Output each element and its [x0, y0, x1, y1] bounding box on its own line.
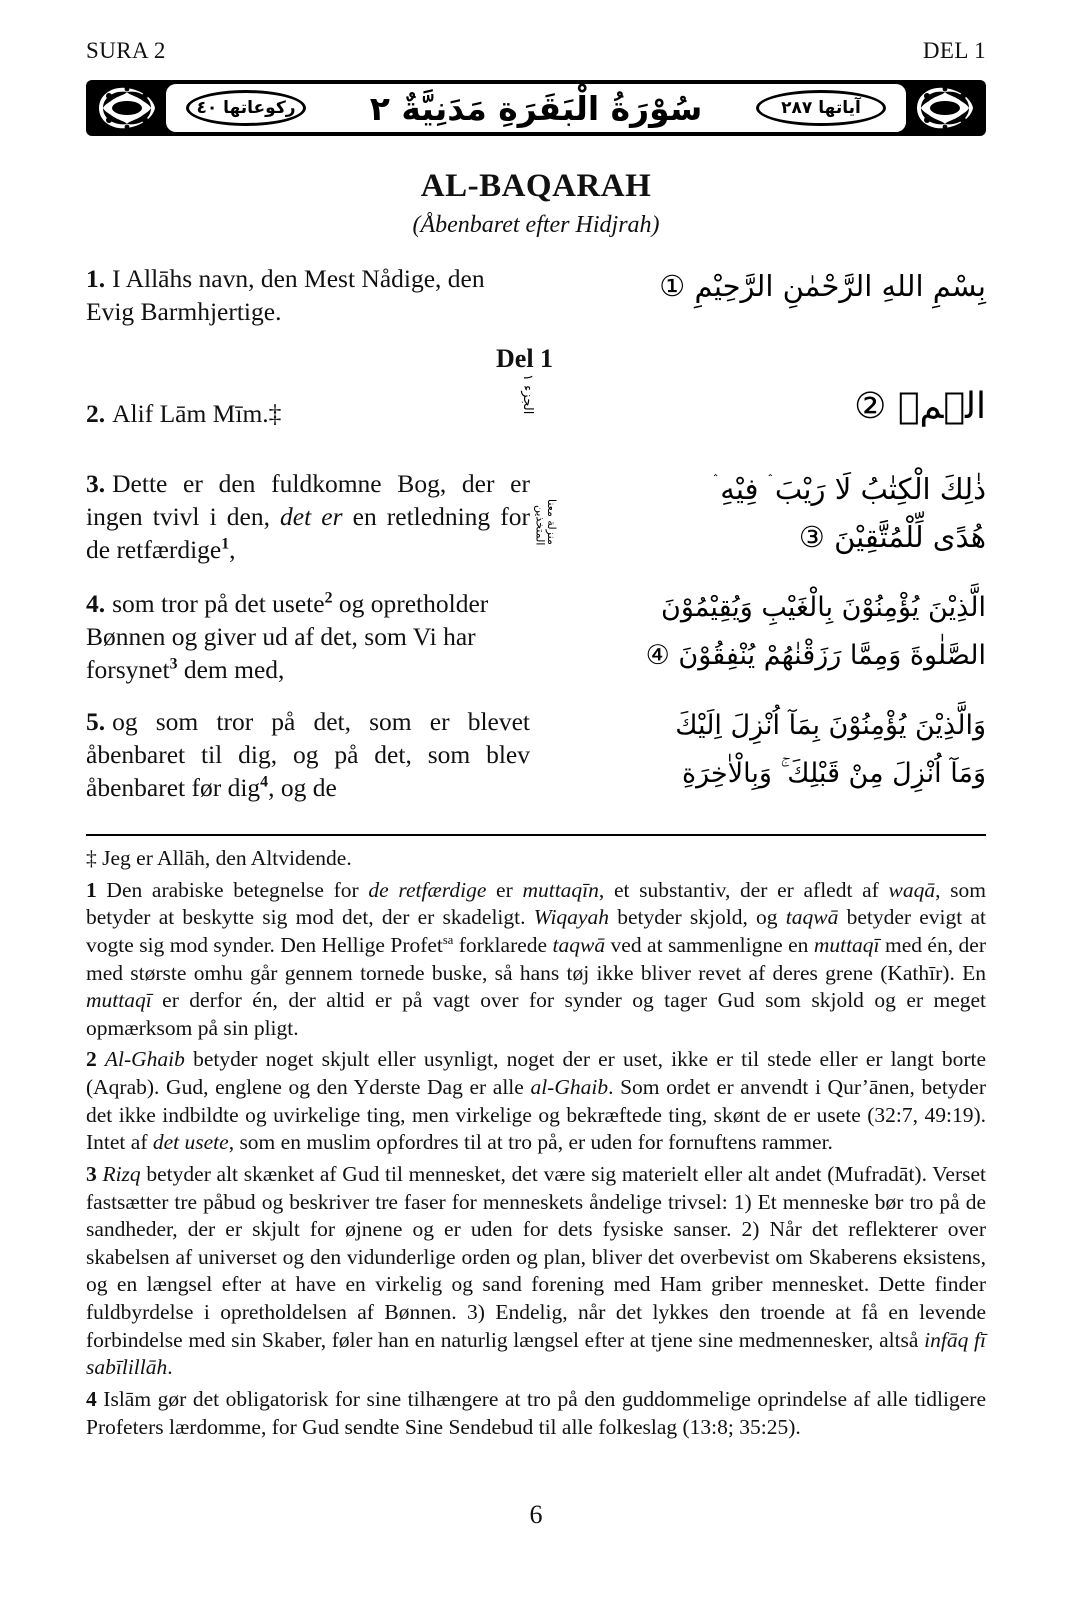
- verse-number: 4.: [86, 589, 106, 618]
- running-head: [86, 38, 986, 64]
- band-ruku-count: ركوعاتها ٤٠: [186, 90, 306, 126]
- verse-number: 2.: [86, 399, 106, 428]
- running-head-right: DEL 1: [922, 38, 986, 63]
- footnote-block: [86, 845, 986, 1445]
- verse-arabic: بِسْمِ اللهِ الرَّحْمٰنِ الرَّحِيْمِ ①: [659, 269, 986, 303]
- sura-subtitle: (Åbenbaret efter Hidjrah): [412, 212, 660, 238]
- verse-number: 3.: [86, 469, 106, 498]
- verse-danish-text: Alif Lām Mīm.‡: [112, 399, 282, 428]
- ornament-left-icon: [92, 83, 162, 133]
- running-head-left: SURA 2: [86, 38, 166, 63]
- verse-number: 5.: [86, 707, 106, 736]
- page-number: 6: [529, 1500, 543, 1529]
- verse-arabic: هُدًى لِّلْمُتَّقِيْنَ ③: [798, 520, 986, 554]
- verse-arabic: وَالَّذِيْنَ يُؤْمِنُوْنَ بِمَآ اُنْزِلَ اِلَيْكَ: [675, 710, 986, 741]
- part-marker-label: Del 1: [496, 344, 554, 373]
- band-sura-arabic-title: سُوْرَةُ الْبَقَرَةِ مَدَنِيَّةٌ ٢: [369, 88, 703, 128]
- part-marker-arabic: الجزء ١: [520, 374, 535, 415]
- verse-danish-text: og som tror på det, som er blevet åbenbaret til dig, og på det, som blev åbenbaret før dig$^4$, og de: [86, 707, 530, 803]
- verse-danish: [86, 587, 530, 686]
- footnote-dagger: ‡ Jeg er Allāh, den Altvidende.: [86, 846, 352, 870]
- verse-arabic: الَّذِيْنَ يُؤْمِنُوْنَ بِالْغَيْبِ وَيُقِيْمُوْنَ: [661, 592, 986, 623]
- band-verse-count: آياتها ٢٨٧: [756, 90, 886, 126]
- verse-arabic: وَمَآ اُنْزِلَ مِنْ قَبْلِكَ ۚ وَبِالْاٰخِرَةِ: [681, 758, 986, 789]
- ornament-right-icon: [910, 83, 980, 133]
- verse-danish: [86, 397, 530, 430]
- verse-arabic: الۤمۤ ②: [854, 386, 986, 427]
- verse-danish-text: som tror på det usete$^2$ og opretholder Bønnen og giver ud af det, som Vi har forsynet$^3$ dem med,: [86, 589, 489, 685]
- verse-number: 1.: [86, 264, 106, 293]
- footnote-4: 4 Islām gør det obligatorisk for sine tilhængere at tro på den guddommelige oprindelse af alle tidligere Profeters lærdomme, for Gud sendte Sine Sendebud til alle folkeslag (13:8; 35:25).: [86, 1386, 986, 1439]
- footnote-1: 1 Den arabiske betegnelse for de retfærdige er muttaqīn, et substantiv, der er afledt af waqā, som betyder at beskytte sig mod det, der er skadeligt. Wiqayah betyder skjold, og taqwā betyder evigt at vogte sig mod synder. Den Hellige Profet$^{sa}$ forklarede taqwā ved at sammenligne en muttaqī med én, der med største omhu går gennem tornede buske, så hans tøj ikke bliver revet af deres grene (Kathīr). En muttaqī er derfor én, der altid er på vagt over for synder og tager Gud som skjold og er meget opmærksom på sin pligt.: [86, 877, 987, 1040]
- verse-danish: [86, 705, 530, 804]
- verse-arabic: الصَّلٰوةَ وَمِمَّا رَزَقْنٰهُمْ يُنْفِقُوْنَ ④: [645, 640, 986, 671]
- sura-title: AL-BAQARAH: [420, 168, 652, 204]
- verse-arabic: ذٰلِكَ الْكِتٰبُ لَا رَيْبَ ۛ فِيْهِ ۛ: [713, 472, 986, 506]
- verse-danish: [86, 467, 530, 566]
- verse-danish-text: Dette er den fuldkomne Bog, der er ingen tvivl i den, det er en retledning for de retfærdige$^1$,: [86, 469, 530, 565]
- footnote-3: 3 Rizq betyder alt skænket af Gud til mennesket, det være sig materielt eller alt andet (Mufradāt). Verset fastsætter tre påbud og beskriver tre faser for menneskets åndelige trivsel: 1) Et menneske bør tro på de sandheder, der er skjult for øjnene og er uden for dets fysiske sanser. 2) Når det reflekterer over skabelsen af universet og den vidunderlige orden og plan, bliver det overbevist om Skaberens eksistens, og en længsel efter at have en virkelig og sand forening med Ham griber mennesket. Dette finder fuldbyrdelse i opretholdelsen af Bønnen. 3) Endelig, når det lykkes den troende at få en levende forbindelse med sin Skaber, føler han en naturlig længsel efter at tjene sine medmennesker, altså infāq fī sabīlillāh.: [86, 1161, 986, 1380]
- verse-danish-text: I Allāhs navn, den Mest Nådige, den Evig Barmhjertige.: [86, 264, 485, 327]
- verse-danish: [86, 262, 530, 328]
- footnote-2: 2 Al-Ghaib betyder noget skjult eller usynligt, noget der er uset, ikke er til stede eller er langt borte (Aqrab). Gud, englene og den Yderste Dag er alle al-Ghaib. Som ordet er anvendt i Qur’ānen, betyder det ikke indbildte og uvirkelige ting, men virkelige og bekræftede ting, skønt de er usete (32:7, 49:19). Intet af det usete, som en muslim opfordres til at tro på, er uden for fornuftens rammer.: [86, 1047, 986, 1155]
- footnote-separator: [86, 834, 986, 836]
- sura-ornament-band: [86, 80, 986, 136]
- verse-block: [86, 262, 986, 827]
- verse-side-note: منزلة معنا المتخذين: [533, 499, 559, 545]
